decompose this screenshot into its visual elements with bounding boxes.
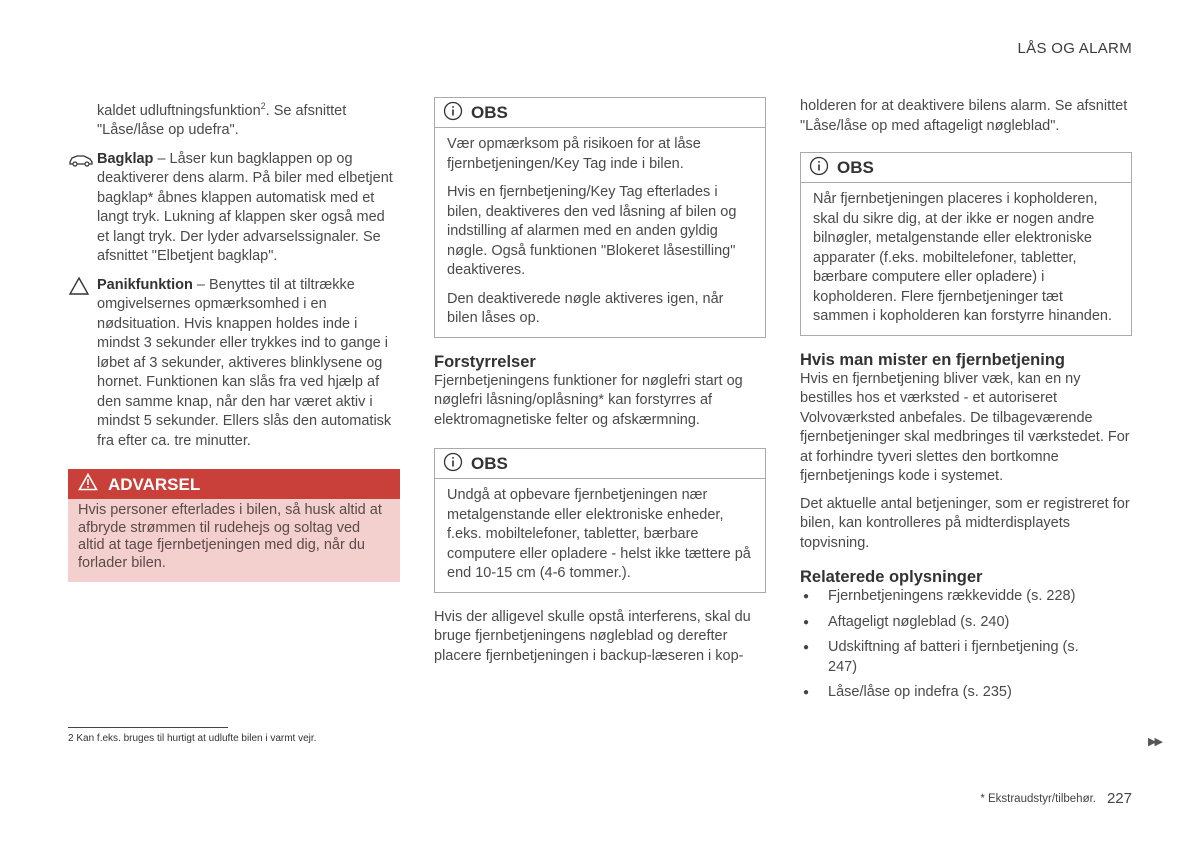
- obs-paragraph: Undgå at opbevare fjernbetjeningen nær metalgenstande eller elektroniske enheder, f.eks. mobiltelefoner, tabletter, bærbare computere eller opladere - helst ikke tættere på end 10-15 cm (4-6 tommer.).: [447, 487, 751, 581]
- tailgate-icon: [68, 150, 94, 175]
- obs-box-1: [434, 97, 766, 338]
- forstyrrelser-heading: Forstyrrelser: [434, 352, 536, 371]
- obs-paragraph: Vær opmærksom på risikoen for at låse fjernbetjeningen/Key Tag inde i bilen.: [447, 136, 701, 172]
- obs-box-3: [800, 152, 1132, 336]
- intro-text-after: . Se afsnittet: [265, 102, 347, 119]
- bagklap-term: Bagklap: [97, 150, 154, 167]
- mister-heading: Hvis man mister en fjernbetjening: [800, 350, 1065, 369]
- obs-title: OBS: [471, 454, 508, 474]
- related-link[interactable]: ● Udskiftning af batteri i fjernbetjening (s. 247): [800, 638, 1088, 677]
- related-link[interactable]: ● Fjernbetjeningens rækkevidde (s. 228): [800, 587, 1132, 607]
- panik-term: Panikfunktion: [97, 276, 193, 293]
- obs-title: OBS: [837, 158, 874, 178]
- obs-header: [801, 153, 1131, 183]
- bagklap-text: – Låser kun bagklappen op og deaktiverer dens alarm. På biler med elbetjent bagklap* åbnes klappen automatisk med et langt tryk. Lukning af klappen sker også med et langt tryk. Der lyder advarselssignaler. Se afsnittet "Elbetjent bagklap".: [97, 150, 393, 265]
- obs-body: [801, 183, 1131, 335]
- intro-paragraph: [68, 97, 400, 141]
- info-icon: [443, 101, 463, 126]
- page-number: 227: [1106, 790, 1132, 807]
- accessory-note: * Ekstraudstyr/tilbehør.: [980, 793, 1096, 805]
- obs-body: [435, 128, 765, 337]
- column-3: [800, 97, 1132, 709]
- forstyrrelser-text: Fjernbetjeningens funktioner for nøglefri start og nøglefri låsning/oplåsning* kan forstyrres af elektromagnetiske felter og afskærmning.: [434, 372, 743, 428]
- continued-text: holderen for at deaktivere bilens alarm. Se afsnittet "Låse/låse op med aftageligt nøgleblad".: [800, 98, 1128, 134]
- related-link[interactable]: ● Aftageligt nøgleblad (s. 240): [800, 613, 1132, 633]
- obs-paragraph: Når fjernbetjeningen placeres i kopholderen, skal du sikre dig, at der ikke er nogen andre bilnøgler, metalgenstande eller elektroniske apparater (f.eks. mobiltelefoner, tabletter, bærbare computere eller opladere) i kopholderen. Flere fjernbetjeninger tæt sammen i kopholderen kan forstyrre hinanden.: [813, 191, 1113, 324]
- info-icon: [809, 156, 829, 181]
- warning-triangle-icon: [78, 473, 98, 496]
- obs-header: [435, 449, 765, 479]
- warning-box: [68, 469, 400, 582]
- related-list: [800, 587, 1132, 703]
- obs-body: [435, 479, 765, 592]
- mister-paragraph-1: Hvis en fjernbetjening bliver væk, kan en ny bestilles hos et værksted - et autoriseret Volvoværksted anbefales. De tilbageværende fjernbetjeninger skal medbringes til værkstedet. For at forhindre tyveri slettes den bortkomne fjernbetjenings kode i systemet.: [800, 370, 1130, 484]
- mister-paragraph-2: Det aktuelle antal betjeninger, som er registreret for bilen, kan kontrolleres på midterdisplayets topvisning.: [800, 495, 1130, 551]
- column-2: [434, 97, 766, 666]
- footnote: 2 Kan f.eks. bruges til hurtigt at udlufte bilen i varmt vejr.: [68, 733, 317, 744]
- panic-triangle-icon: [68, 276, 90, 303]
- panik-item: [68, 276, 400, 452]
- intro-ref: "Låse/låse op udefra".: [97, 122, 239, 139]
- panik-text: – Benyttes til at tiltrække omgivelsernes opmærksomhed i en nødsituation. Hvis knappen holdes inde i mindst 3 sekunder eller trykkes ind to gange i løbet af 3 sekunder, aktiveres blinklysene og hornet. Funktionen kan slås fra ved hjælp af den samme knap, når den har været aktiv i mindst 5 sekunder. Ellers slås den automatisk fra efter ca. tre minutter.: [97, 276, 392, 449]
- related-link[interactable]: ● Låse/låse op indefra (s. 235): [800, 683, 1132, 703]
- obs-paragraph: Den deaktiverede nøgle aktiveres igen, når bilen låses op.: [447, 290, 724, 326]
- footnote-divider: [68, 727, 228, 728]
- bagklap-item: [68, 150, 400, 267]
- obs-header: [435, 98, 765, 128]
- warning-header: [68, 469, 400, 499]
- section-header: LÅS OG ALARM: [1017, 40, 1132, 57]
- related-heading: Relaterede oplysninger: [800, 568, 983, 586]
- obs-title: OBS: [471, 103, 508, 123]
- interferens-text: Hvis der alligevel skulle opstå interferens, skal du bruge fjernbetjeningens nøgleblad og derefter placere fjernbetjeningen i backup-læseren i kop-: [434, 608, 751, 664]
- obs-box-2: [434, 448, 766, 593]
- obs-paragraph: Hvis en fjernbetjening/Key Tag efterlades i bilen, deaktiveres den ved låsning af bilen og indstilling af alarmen med en anden gyldig nøgle. Også funktionen "Blokeret låsestilling" deaktiveres.: [447, 184, 737, 278]
- warning-title: ADVARSEL: [108, 474, 201, 494]
- warning-text: Hvis personer efterlades i bilen, så husk altid at afbryde strømmen til rudehejs og soltag ved altid at tage fjernbetjeningen med dig, når du forlader bilen.: [78, 502, 382, 571]
- info-icon: [443, 452, 463, 477]
- next-page-arrow-icon[interactable]: ▶▶: [1148, 736, 1161, 748]
- intro-text: kaldet udluftningsfunktion: [97, 102, 261, 119]
- column-1: [68, 97, 400, 582]
- footnote-ref: 2: [260, 101, 266, 111]
